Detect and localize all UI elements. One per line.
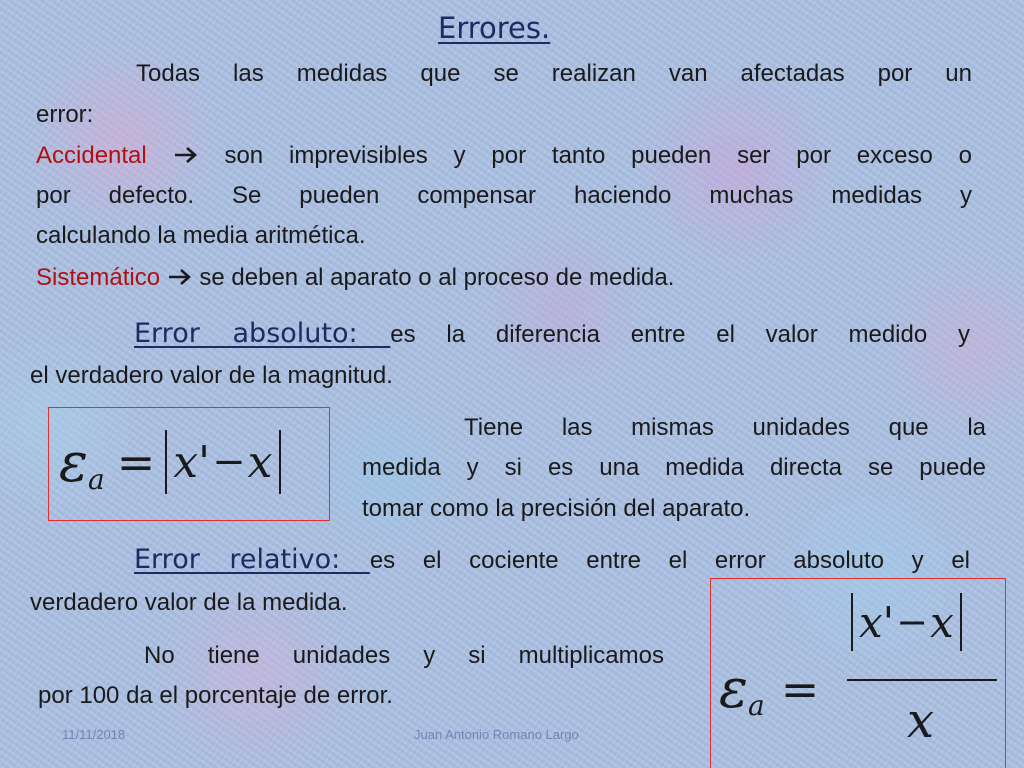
arrow-right-icon: [173, 145, 199, 165]
absoluto-note-line-1: Tiene las mismas unidades que la: [464, 414, 986, 441]
subscript-a: a: [747, 689, 765, 722]
subscript-a: a: [87, 462, 105, 496]
error-relativo-line-1: [134, 540, 970, 581]
error-absoluto-heading: Error absoluto:: [134, 318, 391, 349]
error-relativo-line-2: verdadero valor de la medida.: [30, 589, 348, 616]
error-relativo-definition: es el cociente entre el error absoluto y el: [369, 547, 971, 574]
accidental-line-3: calculando la media aritmética.: [36, 222, 366, 249]
minus-sign: −: [212, 439, 246, 485]
abs-bar-left: [165, 430, 167, 494]
abs-bar-left: [851, 593, 853, 651]
accidental-description: son imprevisibles y por tanto pueden ser por exceso o: [224, 142, 973, 169]
accidental-line-1: [36, 136, 972, 176]
accidental-line-2: por defecto. Se pueden compensar haciendo muchas medidas y: [36, 182, 972, 209]
absoluto-note-line-3: tomar como la precisión del aparato.: [362, 495, 751, 522]
x-prime: x': [173, 436, 211, 488]
fraction-bar: [847, 679, 997, 681]
abs-bar-right: [960, 593, 962, 651]
error-absoluto-definition: es la diferencia entre el valor medido y: [390, 321, 970, 348]
error-absoluto-line-1: [134, 314, 970, 355]
relativo-note-line-2: por 100 da el porcentaje de error.: [38, 682, 393, 709]
epsilon-symbol: ε: [719, 657, 748, 720]
error-relativo-heading: Error relativo:: [134, 544, 370, 575]
x-value: x: [247, 436, 273, 488]
slide-title: Errores.: [438, 11, 551, 45]
equals-sign: =: [780, 661, 820, 716]
sistematico-description: se deben al aparato o al proceso de medida.: [199, 264, 675, 291]
footer-author: Juan Antonio Romano Largo: [414, 727, 579, 742]
intro-line-1: Todas las medidas que se realizan van afectadas por un: [136, 60, 972, 87]
numerator-x: x: [930, 597, 954, 647]
absoluto-note-line-2: medida y si es una medida directa se puede: [362, 454, 986, 481]
arrow-right-icon: [167, 267, 193, 287]
sistematico-line: [36, 258, 674, 298]
accidental-label: Accidental: [36, 142, 147, 169]
minus-sign: −: [896, 600, 929, 644]
relativo-note-line-1: No tiene unidades y si multiplicamos: [144, 642, 664, 669]
numerator-x-prime: x': [859, 597, 895, 647]
footer-date: 11/11/2018: [62, 727, 126, 742]
error-absoluto-line-2: el verdadero valor de la magnitud.: [30, 362, 393, 389]
equals-sign: =: [116, 435, 156, 489]
absolute-error-formula: [48, 407, 330, 521]
epsilon-symbol: ε: [59, 430, 88, 494]
abs-bar-right: [279, 430, 281, 494]
denominator-x: x: [907, 693, 935, 749]
relative-error-formula: [710, 578, 1006, 768]
intro-line-2: error:: [36, 101, 94, 128]
sistematico-label: Sistemático: [36, 264, 161, 291]
